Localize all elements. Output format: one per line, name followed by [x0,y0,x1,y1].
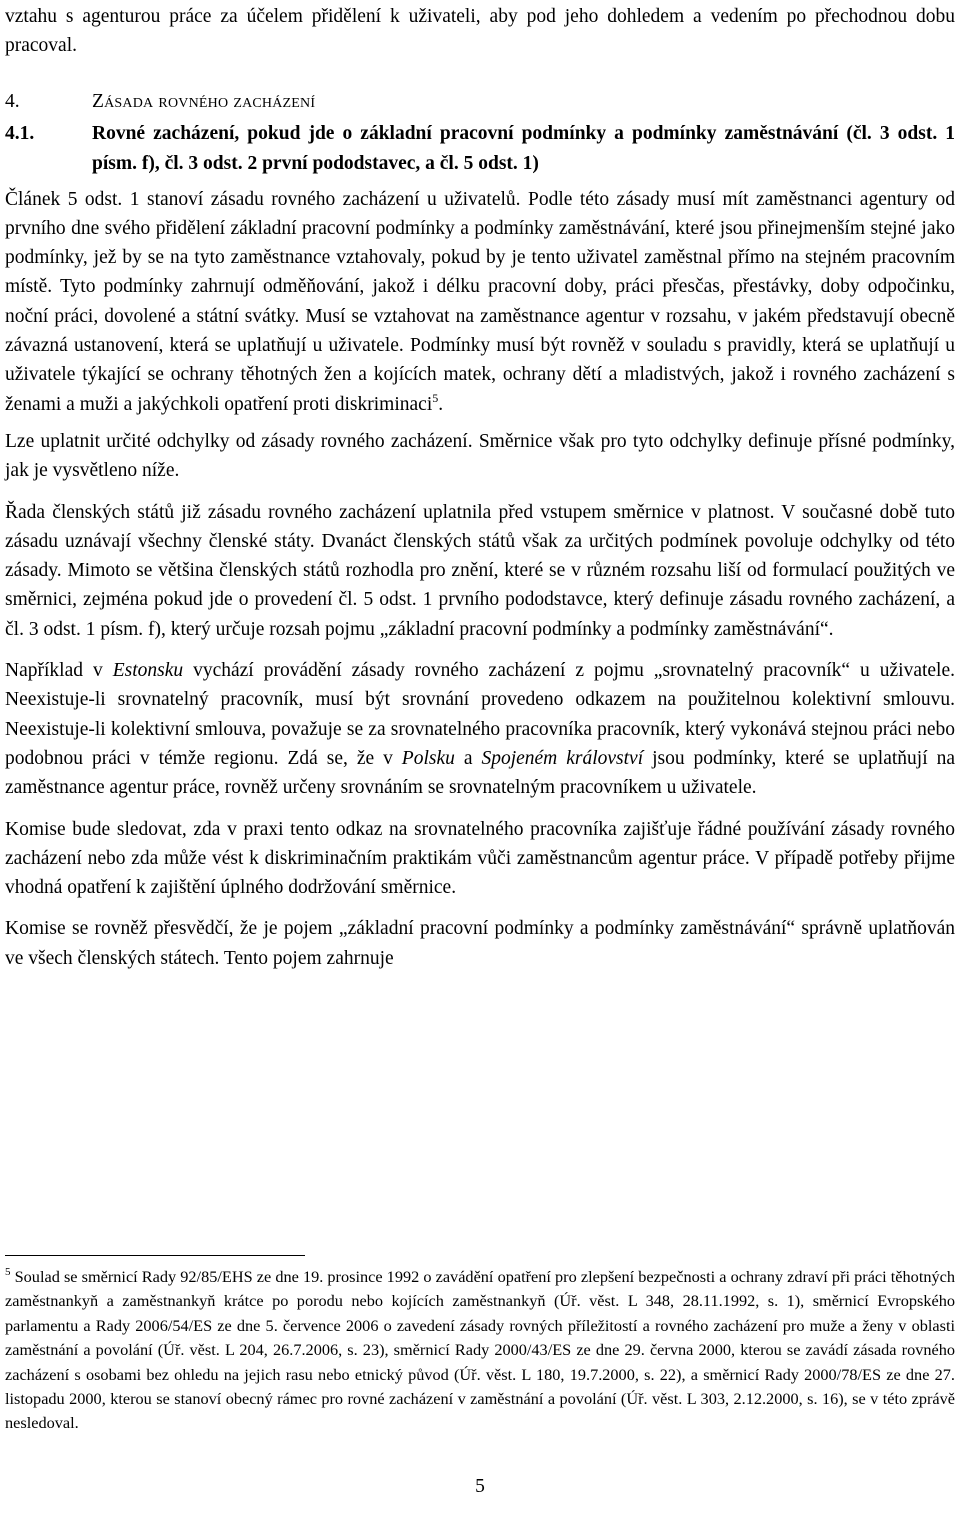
subsection-title: Rovné zacházení, pokud jde o základní pracovní podmínky a podmínky zaměstnávání (čl. 3 odst. 1 písm. f), čl. 3 odst. 2 první pododstavec, a čl. 5 odst. 1) [92,122,955,174]
paragraph-5: Komise bude sledovat, zda v praxi tento odkaz na srovnatelného pracovníka zajišťuje řádné používání zásady rovného zacházení nebo zda může vést k diskriminačním praktikám vůči zaměstnancům agentur práce. V případě potřeby přijme vhodná opatření k zajištění úplného dodržování směrnice. [5,818,955,899]
paragraph-4-text-d: jsou podmínky, které se uplatňují na zaměstnance agentur práce, rovněž určeny srovnáním se srovnatelným pracovníkem u uživatele. [5,747,955,799]
page-number: 5 [475,1476,485,1497]
country-uk: Spojeném království [481,747,644,769]
country-polsko: Polsku [401,747,455,769]
paragraph-1-end: . [438,393,444,415]
footnote [5,1265,955,1436]
country-estonsko: Estonsku [112,660,184,682]
paragraph-6: Komise se rovněž přesvědčí, že je pojem „základní pracovní podmínky a podmínky zaměstnávání“ správně uplatňován ve všech členských státech. Tento pojem zahrnuje [5,918,955,969]
footnote-text: Soulad se směrnicí Rady 92/85/EHS ze dne 19. prosince 1992 o zavádění opatření pro zlepšení bezpečnosti a ochrany zdraví při práci těhotných zaměstnankyň a zaměstnankyň krátce po porodu nebo kojících zaměstnankyň (Úř. věst. L 348, 28.11.1992, s. 1), směrnicí Evropského parlamentu a Rady 2006/54/ES ze dne 5. července 2006 o zavedení zásady rovných příležitostí a rovného zacházení pro muže a ženy v oblasti zaměstnání a povolání (Úř. věst. L 204, 26.7.2006, s. 23), směrnicí Rady 2000/43/ES ze dne 29. června 2000, kterou se zavádí zásada rovného zacházení s osobami bez ohledu na jejich rasu nebo etnický původ (Úř. věst. L 180, 19.7.2000, s. 22), a směrnicí Rady 2000/78/ES ze dne 27. listopadu 2000, kterou se stanoví obecný rámec pro rovné zacházení v zaměstnání a povolání (Úř. věst. L 303, 2.12.2000, s. 16), se v této zprávě nesledoval. [5,1267,955,1433]
footnote-mark: 5 [5,1266,11,1278]
paragraph-4-text-a: Například v [5,660,113,682]
paragraph-3: Řada členských států již zásadu rovného zacházení uplatnila před vstupem směrnice v platnost. V současné době tuto zásadu uznávají všechny členské státy. Dvanáct členských států však za určitých podmínek povoluje odchylky od této zásady. Mimoto se většina členských států rozhodla pro znění, které se v různém rozsahu liší od formulací použitých ve směrnici, zejména pokud jde o provedení čl. 5 odst. 1 prvního pododstavce, který definuje zásadu rovného zacházení, a čl. 3 odst. 1 písm. f), který určuje rozsah pojmu „základní pracovní podmínky a podmínky zaměstnávání“. [5,501,955,640]
footnote-reference: 5 [432,390,439,405]
paragraph-1 [5,185,955,419]
document-page [5,0,955,973]
paragraph-4-text-c: a [454,747,482,769]
section-heading [5,87,955,116]
paragraph-1-text: Článek 5 odst. 1 stanoví zásadu rovného zacházení u uživatelů. Podle této zásady musí mít zaměstnanci agentury od prvního dne svého přidělení základní pracovní podmínky a podmínky zaměstnávání, které jsou přinejmenším stejné jako podmínky, jež by se na tyto zaměstnance vztahovaly, pokud by je tento uživatel zaměstnal přímo na stejném pracovním místě. Tyto podmínky zahrnují odměňování, jakož i délku pracovní doby, práci přesčas, přestávky, doby odpočinku, noční práci, dovolené a státní svátky. Musí se vztahovat na zaměstnance agentur v rozsahu, v jakém představují obecně závazná ustanovení, která se uplatňují u uživatele. Podmínky musí být rovněž v souladu s pravidly, která se uplatňují u uživatele týkající se ochrany těhotných žen a kojících matek, ochrany dětí a mladistvých, jakož i rovného zacházení s ženami a muži a jakýchkoli opatření proti diskriminaci [5,188,955,415]
intro-paragraph: vztahu s agenturou práce za účelem přidělení k uživateli, aby pod jeho dohledem a vedením po přechodnou dobu pracoval. [5,6,955,57]
paragraph-2: Lze uplatnit určité odchylky od zásady rovného zacházení. Směrnice však pro tyto odchylky definuje přísné podmínky, jak je vysvětleno níže. [5,430,955,482]
subsection-heading [5,119,955,179]
section-number: 4. [5,90,20,112]
paragraph-4 [5,656,955,802]
section-title: Zásada rovného zacházení [92,90,316,112]
footnote-separator [5,1255,305,1256]
subsection-number: 4.1. [5,122,35,144]
paragraph-4-text-b: vychází provádění zásady rovného zacházení z pojmu „srovnatelný pracovník“ u uživatele. Neexistuje-li srovnatelný pracovník, musí být srovnání provedeno odkazem na použitelnou kolektivní smlouvu. Neexistuje-li kolektivní smlouva, považuje se za srovnatelného pracovníka pracovník, který vykonává stejnou práci nebo podobnou práci v témže regionu. Zdá se, že v [5,660,955,769]
